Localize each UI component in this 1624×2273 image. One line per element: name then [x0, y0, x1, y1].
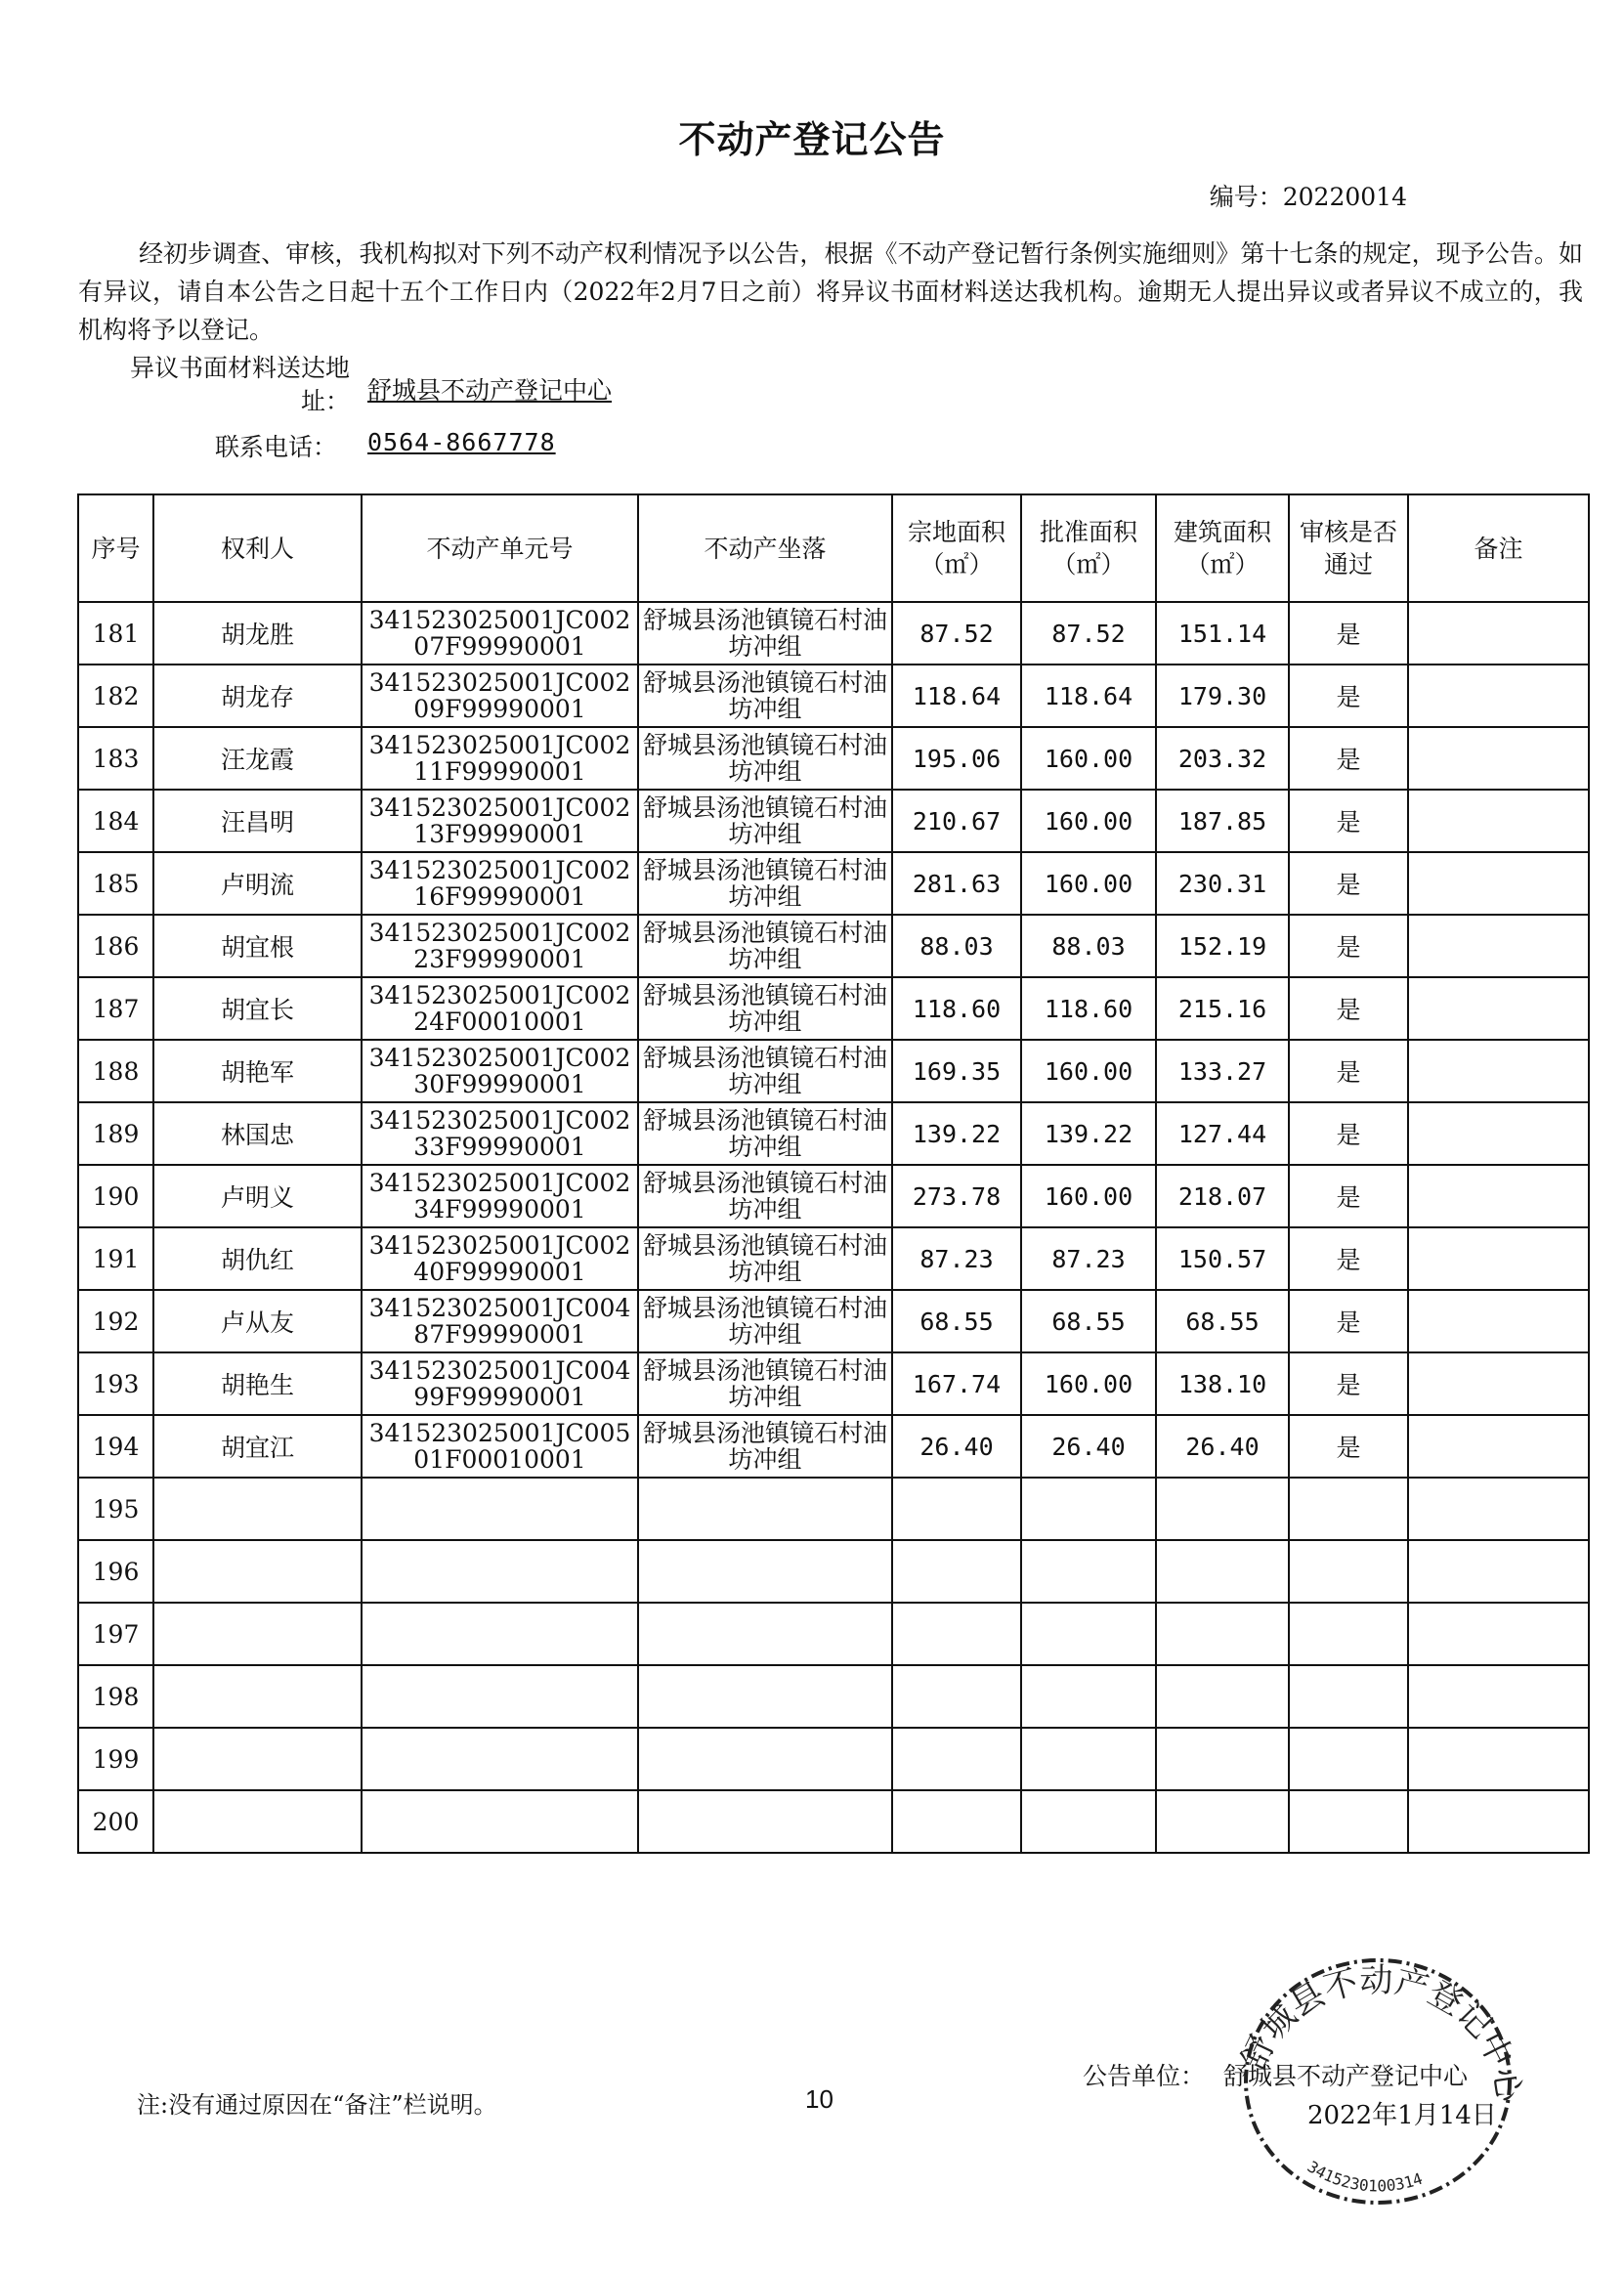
owner-name: 胡宜江 [153, 1415, 362, 1478]
approved-area [1021, 1603, 1156, 1665]
table-row [78, 1478, 1589, 1540]
location: 舒城县汤池镇镜石村油坊冲组 [638, 1040, 892, 1102]
owner-name: 卢从友 [153, 1290, 362, 1352]
header-review-passed: 审核是否通过 [1289, 494, 1408, 602]
review-result: 是 [1289, 665, 1408, 727]
review-result: 是 [1289, 1227, 1408, 1290]
remarks [1408, 1790, 1589, 1853]
table-header-row [78, 494, 1589, 602]
table-row [78, 1415, 1589, 1478]
header-location: 不动产坐落 [638, 494, 892, 602]
building-area: 187.85 [1156, 790, 1289, 852]
table-row [78, 1102, 1589, 1165]
seal-text: 舒城县不动产登记中心 [1233, 1960, 1529, 2105]
review-result [1289, 1790, 1408, 1853]
header-approved-area: 批准面积（㎡） [1021, 494, 1156, 602]
table-row [78, 1790, 1589, 1853]
owner-name: 胡宜根 [153, 915, 362, 977]
land-area [892, 1603, 1021, 1665]
approved-area: 160.00 [1021, 727, 1156, 790]
remarks [1408, 1415, 1589, 1478]
unit-number: 341523025001JC00501F00010001 [362, 1415, 638, 1478]
land-area: 210.67 [892, 790, 1021, 852]
approved-area: 118.64 [1021, 665, 1156, 727]
owner-name [153, 1728, 362, 1790]
remarks [1408, 602, 1589, 665]
row-number: 184 [78, 790, 153, 852]
remarks [1408, 1227, 1589, 1290]
location: 舒城县汤池镇镜石村油坊冲组 [638, 1352, 892, 1415]
unit-number: 341523025001JC00223F99990001 [362, 915, 638, 977]
address-label: 异议书面材料送达地址： [129, 354, 350, 415]
review-result: 是 [1289, 852, 1408, 915]
review-result [1289, 1665, 1408, 1728]
building-area [1156, 1478, 1289, 1540]
row-number: 197 [78, 1603, 153, 1665]
remarks [1408, 1290, 1589, 1352]
table-row [78, 1603, 1589, 1665]
remarks [1408, 1165, 1589, 1227]
table-row [78, 1728, 1589, 1790]
remarks [1408, 977, 1589, 1040]
building-area [1156, 1665, 1289, 1728]
location: 舒城县汤池镇镜石村油坊冲组 [638, 852, 892, 915]
table-row [78, 1665, 1589, 1728]
review-result [1289, 1603, 1408, 1665]
location: 舒城县汤池镇镜石村油坊冲组 [638, 1290, 892, 1352]
review-result [1289, 1478, 1408, 1540]
remarks [1408, 1540, 1589, 1603]
document-number: 编号：20220014 [1209, 183, 1407, 211]
owner-name: 胡龙存 [153, 665, 362, 727]
location: 舒城县汤池镇镜石村油坊冲组 [638, 977, 892, 1040]
location: 舒城县汤池镇镜石村油坊冲组 [638, 665, 892, 727]
header-owner: 权利人 [153, 494, 362, 602]
unit-number [362, 1478, 638, 1540]
unit-number: 341523025001JC00224F00010001 [362, 977, 638, 1040]
table-row [78, 602, 1589, 665]
row-number: 185 [78, 852, 153, 915]
owner-name [153, 1478, 362, 1540]
review-result: 是 [1289, 1352, 1408, 1415]
building-area: 138.10 [1156, 1352, 1289, 1415]
issue-date: 2022年1月14日 [1307, 2101, 1497, 2130]
review-result: 是 [1289, 790, 1408, 852]
location: 舒城县汤池镇镜石村油坊冲组 [638, 1165, 892, 1227]
unit-number: 341523025001JC00233F99990001 [362, 1102, 638, 1165]
unit-number: 341523025001JC00213F99990001 [362, 790, 638, 852]
building-area: 218.07 [1156, 1165, 1289, 1227]
owner-name: 汪昌明 [153, 790, 362, 852]
remarks [1408, 1040, 1589, 1102]
table-row [78, 1290, 1589, 1352]
table-row [78, 915, 1589, 977]
land-area: 26.40 [892, 1415, 1021, 1478]
building-area: 152.19 [1156, 915, 1289, 977]
row-number: 193 [78, 1352, 153, 1415]
location [638, 1728, 892, 1790]
footer-note: 注:没有通过原因在“备注”栏说明。 [137, 2091, 497, 2119]
approved-area: 160.00 [1021, 790, 1156, 852]
official-seal-stamp [1212, 1935, 1544, 2209]
building-area: 133.27 [1156, 1040, 1289, 1102]
owner-name: 胡艳生 [153, 1352, 362, 1415]
owner-name: 胡艳军 [153, 1040, 362, 1102]
owner-name: 胡仇红 [153, 1227, 362, 1290]
approved-area [1021, 1790, 1156, 1853]
header-land-area: 宗地面积（㎡） [892, 494, 1021, 602]
owner-name: 卢明流 [153, 852, 362, 915]
location: 舒城县汤池镇镜石村油坊冲组 [638, 790, 892, 852]
review-result: 是 [1289, 602, 1408, 665]
land-area: 195.06 [892, 727, 1021, 790]
building-area [1156, 1728, 1289, 1790]
location [638, 1603, 892, 1665]
page-title: 不动产登记公告 [678, 118, 946, 161]
land-area [892, 1790, 1021, 1853]
approved-area: 26.40 [1021, 1415, 1156, 1478]
row-number: 189 [78, 1102, 153, 1165]
remarks [1408, 1728, 1589, 1790]
unit-number [362, 1665, 638, 1728]
building-area: 215.16 [1156, 977, 1289, 1040]
location: 舒城县汤池镇镜石村油坊冲组 [638, 602, 892, 665]
phone-label: 联系电话： [215, 433, 338, 461]
approved-area [1021, 1665, 1156, 1728]
approved-area: 87.52 [1021, 602, 1156, 665]
review-result: 是 [1289, 977, 1408, 1040]
building-area: 150.57 [1156, 1227, 1289, 1290]
header-building-area: 建筑面积（㎡） [1156, 494, 1289, 602]
review-result: 是 [1289, 915, 1408, 977]
row-number: 187 [78, 977, 153, 1040]
land-area: 169.35 [892, 1040, 1021, 1102]
remarks [1408, 915, 1589, 977]
row-number: 190 [78, 1165, 153, 1227]
phone-value: 0564-8667778 [367, 428, 556, 456]
review-result: 是 [1289, 1415, 1408, 1478]
remarks [1408, 1478, 1589, 1540]
header-unit-number: 不动产单元号 [362, 494, 638, 602]
owner-name: 林国忠 [153, 1102, 362, 1165]
approved-area: 88.03 [1021, 915, 1156, 977]
row-number: 199 [78, 1728, 153, 1790]
unit-number: 341523025001JC00499F99990001 [362, 1352, 638, 1415]
header-remarks: 备注 [1408, 494, 1589, 602]
building-area: 127.44 [1156, 1102, 1289, 1165]
row-number: 200 [78, 1790, 153, 1853]
unit-number [362, 1603, 638, 1665]
approved-area: 160.00 [1021, 1352, 1156, 1415]
land-area: 281.63 [892, 852, 1021, 915]
approved-area: 118.60 [1021, 977, 1156, 1040]
row-number: 196 [78, 1540, 153, 1603]
issuer-label: 公告单位： [1083, 2062, 1206, 2090]
row-number: 192 [78, 1290, 153, 1352]
remarks [1408, 1102, 1589, 1165]
remarks [1408, 665, 1589, 727]
table-row [78, 1165, 1589, 1227]
unit-number: 341523025001JC00230F99990001 [362, 1040, 638, 1102]
review-result [1289, 1540, 1408, 1603]
land-area: 87.23 [892, 1227, 1021, 1290]
building-area [1156, 1790, 1289, 1853]
registration-table [77, 493, 1590, 1854]
building-area: 151.14 [1156, 602, 1289, 665]
land-area: 88.03 [892, 915, 1021, 977]
location: 舒城县汤池镇镜石村油坊冲组 [638, 915, 892, 977]
land-area [892, 1665, 1021, 1728]
table-row [78, 1227, 1589, 1290]
unit-number [362, 1540, 638, 1603]
land-area: 167.74 [892, 1352, 1021, 1415]
approved-area: 160.00 [1021, 852, 1156, 915]
land-area: 68.55 [892, 1290, 1021, 1352]
header-no: 序号 [78, 494, 153, 602]
table-row [78, 1040, 1589, 1102]
owner-name [153, 1790, 362, 1853]
building-area: 68.55 [1156, 1290, 1289, 1352]
approved-area: 68.55 [1021, 1290, 1156, 1352]
land-area: 139.22 [892, 1102, 1021, 1165]
building-area [1156, 1540, 1289, 1603]
building-area: 179.30 [1156, 665, 1289, 727]
owner-name [153, 1540, 362, 1603]
unit-number [362, 1790, 638, 1853]
review-result: 是 [1289, 1102, 1408, 1165]
location: 舒城县汤池镇镜石村油坊冲组 [638, 1227, 892, 1290]
row-number: 183 [78, 727, 153, 790]
approved-area [1021, 1728, 1156, 1790]
row-number: 188 [78, 1040, 153, 1102]
remarks [1408, 1603, 1589, 1665]
land-area [892, 1478, 1021, 1540]
location [638, 1790, 892, 1853]
approved-area [1021, 1540, 1156, 1603]
row-number: 191 [78, 1227, 153, 1290]
approved-area: 87.23 [1021, 1227, 1156, 1290]
remarks [1408, 852, 1589, 915]
table-row [78, 790, 1589, 852]
review-result: 是 [1289, 727, 1408, 790]
building-area: 26.40 [1156, 1415, 1289, 1478]
owner-name: 胡龙胜 [153, 602, 362, 665]
building-area: 203.32 [1156, 727, 1289, 790]
table-row [78, 977, 1589, 1040]
issuer-value: 舒城县不动产登记中心 [1223, 2062, 1469, 2090]
unit-number: 341523025001JC00234F99990001 [362, 1165, 638, 1227]
owner-name [153, 1665, 362, 1728]
unit-number: 341523025001JC00216F99990001 [362, 852, 638, 915]
seal-code: 3415230100314 [1303, 2157, 1426, 2196]
location: 舒城县汤池镇镜石村油坊冲组 [638, 1415, 892, 1478]
review-result [1289, 1728, 1408, 1790]
remarks [1408, 790, 1589, 852]
table-row [78, 852, 1589, 915]
review-result: 是 [1289, 1290, 1408, 1352]
row-number: 194 [78, 1415, 153, 1478]
location [638, 1665, 892, 1728]
land-area: 118.60 [892, 977, 1021, 1040]
location: 舒城县汤池镇镜石村油坊冲组 [638, 727, 892, 790]
location [638, 1478, 892, 1540]
approved-area: 139.22 [1021, 1102, 1156, 1165]
unit-number: 341523025001JC00211F99990001 [362, 727, 638, 790]
building-area [1156, 1603, 1289, 1665]
page-number: 10 [805, 2084, 833, 2114]
land-area: 273.78 [892, 1165, 1021, 1227]
remarks [1408, 1352, 1589, 1415]
building-area: 230.31 [1156, 852, 1289, 915]
unit-number: 341523025001JC00209F99990001 [362, 665, 638, 727]
land-area [892, 1540, 1021, 1603]
approved-area: 160.00 [1021, 1040, 1156, 1102]
address-value: 舒城县不动产登记中心 [367, 376, 613, 405]
row-number: 181 [78, 602, 153, 665]
location [638, 1540, 892, 1603]
table-row [78, 727, 1589, 790]
unit-number [362, 1728, 638, 1790]
land-area: 87.52 [892, 602, 1021, 665]
unit-number: 341523025001JC00487F99990001 [362, 1290, 638, 1352]
approved-area [1021, 1478, 1156, 1540]
unit-number: 341523025001JC00207F99990001 [362, 602, 638, 665]
row-number: 198 [78, 1665, 153, 1728]
table-row [78, 1352, 1589, 1415]
unit-number: 341523025001JC00240F99990001 [362, 1227, 638, 1290]
row-number: 186 [78, 915, 153, 977]
owner-name [153, 1603, 362, 1665]
land-area [892, 1728, 1021, 1790]
intro-paragraph: 经初步调查、审核，我机构拟对下列不动产权利情况予以公告，根据《不动产登记暂行条例实施细则》第十七条的规定，现予公告。如有异议，请自本公告之日起十五个工作日内（2022年2月7日之前）将异议书面材料送达我机构。逾期无人提出异议或者异议不成立的，我机构将予以登记。 [78, 239, 1583, 344]
owner-name: 卢明义 [153, 1165, 362, 1227]
row-number: 182 [78, 665, 153, 727]
location: 舒城县汤池镇镜石村油坊冲组 [638, 1102, 892, 1165]
row-number: 195 [78, 1478, 153, 1540]
review-result: 是 [1289, 1040, 1408, 1102]
owner-name: 汪龙霞 [153, 727, 362, 790]
owner-name: 胡宜长 [153, 977, 362, 1040]
remarks [1408, 1665, 1589, 1728]
approved-area: 160.00 [1021, 1165, 1156, 1227]
remarks [1408, 727, 1589, 790]
table-row [78, 1540, 1589, 1603]
land-area: 118.64 [892, 665, 1021, 727]
review-result: 是 [1289, 1165, 1408, 1227]
table-row [78, 665, 1589, 727]
